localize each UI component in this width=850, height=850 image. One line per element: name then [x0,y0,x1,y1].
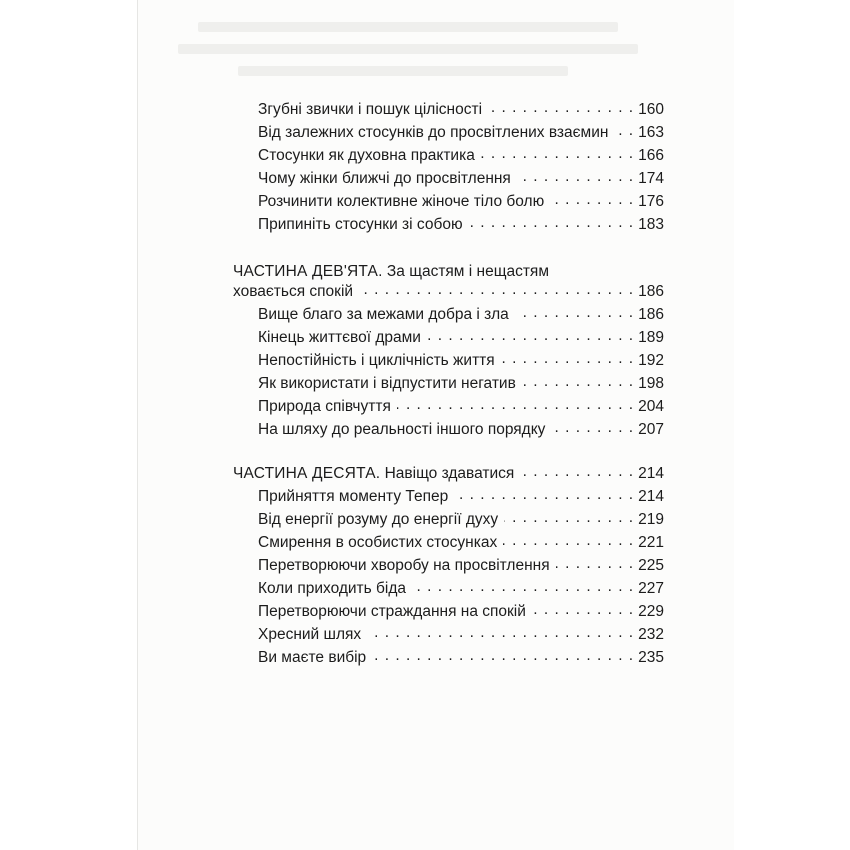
toc-entry [258,395,664,417]
leader-dots [488,102,634,116]
toc-entry-page: 183 [638,216,664,233]
leader-dots [551,422,634,436]
toc-entry [258,531,664,553]
toc-entry-title: Непостійність і циклічність життя [258,352,495,369]
toc-entry [258,623,664,645]
leader-dots [372,650,634,664]
toc-entry [258,418,664,440]
toc-entry-page: 235 [638,649,664,666]
toc-entry-page: 198 [638,375,664,392]
toc-entry-page: 204 [638,398,664,415]
toc-entry-page: 221 [638,534,664,551]
leader-dots [397,399,634,413]
toc-entry-title: На шляху до реальності іншого порядку [258,421,546,438]
toc-entry-title: Чому жінки ближчі до просвітлення [258,170,511,187]
toc-entry-title: Смирення в особистих стосунках [258,534,498,551]
part-ten-page: 214 [638,465,664,482]
toc-entry-title: Як використати і відпустити негатив [258,375,516,392]
toc-entry-title: Ви маєте вибір [258,649,367,666]
toc-entry [258,485,664,507]
leader-dots [367,627,634,641]
toc-entry-title: Перетворюючи страждання на спокій [258,603,526,620]
toc-entry [258,213,664,235]
part-nine-heading [233,262,549,282]
leader-dots [515,307,634,321]
leader-dots [504,512,634,526]
toc-entry-page: 229 [638,603,664,620]
toc-entry-page: 207 [638,421,664,438]
toc-entry-title: Перетворюючи хворобу на просвітлення [258,557,550,574]
leader-dots [532,604,634,618]
toc-entry-page: 174 [638,170,664,187]
leader-dots [427,330,634,344]
toc-entry [258,167,664,189]
toc-entry-title: Коли приходить біда [258,580,407,597]
toc-entry [258,98,664,120]
toc-entry-title: Хресний шлях [258,626,362,643]
toc-entry-title: Згубні звички і пошук цілісності [258,101,483,118]
part-ten-heading [233,464,514,484]
part-ten-label: ЧАСТИНА ДЕСЯТА. [233,465,381,482]
toc-entry-title: Кінець життєвої драми [258,329,421,346]
leader-dots [412,581,634,595]
toc-entry-title: Прийняття моменту Тепер [258,488,449,505]
toc-entry [258,577,664,599]
toc-entry-title: Розчинити колективне жіноче тіло болю [258,193,545,210]
toc-entry-title: Вище благо за межами добра і зла [258,306,509,323]
toc-entry [258,646,664,668]
leader-dots [522,376,634,390]
part-nine-title-line2: ховається спокій [233,283,354,300]
toc-entry-page: 227 [638,580,664,597]
toc-entry-page: 166 [638,147,664,164]
leader-dots [614,125,634,139]
part-nine-label: ЧАСТИНА ДЕВ'ЯТА. [233,263,383,280]
toc-entry-title: Від залежних стосунків до просвітлених взаємин [258,124,609,141]
toc-entry-page: 225 [638,557,664,574]
toc-entry [258,349,664,371]
toc-entry-page: 176 [638,193,664,210]
toc-entry-page: 232 [638,626,664,643]
toc-entry-title: Від енергії розуму до енергії духу [258,511,499,528]
toc-entry [258,554,664,576]
toc-entry [258,190,664,212]
leader-dots [454,489,634,503]
leader-dots [503,535,634,549]
leader-dots [359,284,634,298]
toc-entry-page: 189 [638,329,664,346]
toc-entry-page: 160 [638,101,664,118]
toc-entry [258,144,664,166]
bleed-through-text [178,44,638,54]
toc-entry-title: Припиніть стосунки зі собою [258,216,463,233]
leader-dots [556,558,635,572]
leader-dots [481,148,634,162]
part-nine-page: 186 [638,283,664,300]
part-ten-entry [233,462,664,484]
toc-entry-title: Природа співчуття [258,398,391,415]
part-ten-title: Навіщо здаватися [384,465,515,482]
leader-dots [517,171,634,185]
leader-dots [501,353,634,367]
leader-dots [520,466,634,480]
toc-entry-page: 214 [638,488,664,505]
leader-dots [469,217,635,231]
toc-entry-page: 219 [638,511,664,528]
part-nine-title-line1: За щастям і нещастям [386,263,549,280]
toc-entry [258,600,664,622]
toc-entry [258,508,664,530]
toc-entry [258,121,664,143]
toc-entry-title: Стосунки як духовна практика [258,147,475,164]
toc-entry [258,303,664,325]
toc-entry-page: 186 [638,306,664,323]
bleed-through-text [238,66,568,76]
bleed-through-text [198,22,618,32]
part-nine-entry [233,280,664,302]
toc-entry [258,372,664,394]
leader-dots [550,194,634,208]
toc-entry [258,326,664,348]
toc-entry-page: 192 [638,352,664,369]
toc-entry-page: 163 [638,124,664,141]
